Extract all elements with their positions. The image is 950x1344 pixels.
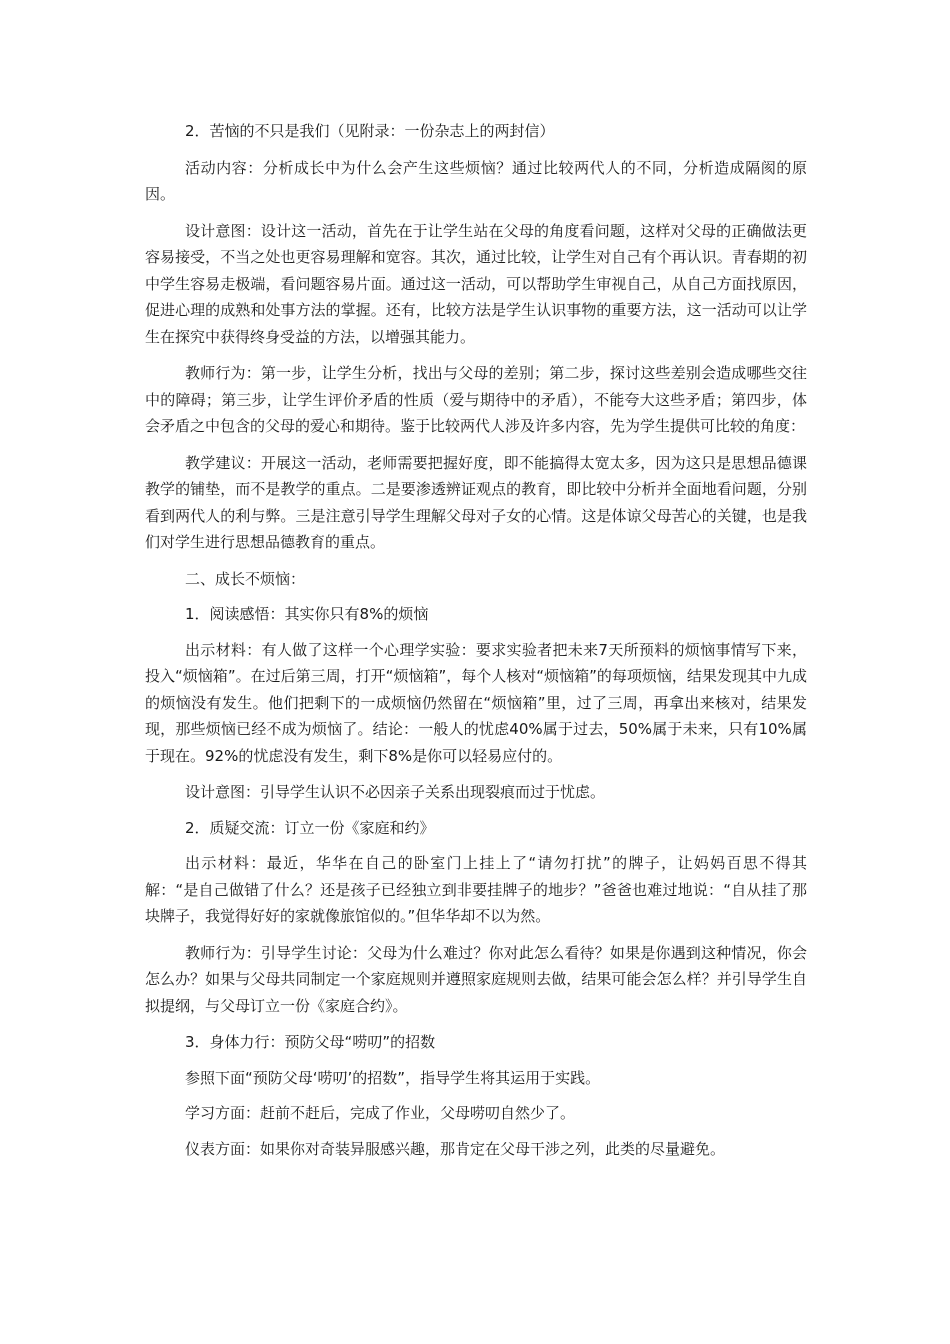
- appearance-tip-paragraph: 仪表方面：如果你对奇装异服感兴趣，那肯定在父母干涉之列，此类的尽量避免。: [185, 1139, 726, 1158]
- design-intent-paragraph-2: 设计意图：引导学生认识不必因亲子关系出现裂痕而过于忧虑。: [185, 783, 606, 801]
- reference-paragraph: 参照下面“预防父母‘唠叨’的招数”，指导学生将其运用于实践。: [185, 1068, 601, 1087]
- teacher-behavior-paragraph-2: 教师行为：引导学生讨论：父母为什么难过？你对此怎么看待？如果是你遇到这种情况，你会怎么办？如果与父母共同制定一个家庭规则并遵照家庭规则去做，结果可能会怎么样？并引导学生自拟提纲，与父母订立一份《家庭合约》。: [145, 943, 807, 1015]
- material-paragraph-experiment: 出示材料：有人做了这样一个心理学实验：要求实验者把未来7天所预料的烦恼事情写下来，投入“烦恼箱”。在过后第三周，打开“烦恼箱”，每个人核对“烦恼箱”的每项烦恼，结果发现其中九成的烦恼没有发生。他们把剩下的一成烦恼仍然留在“烦恼箱”里，过了三周，再拿出来核对，结果发现，那些烦恼已经不成为烦恼了。结论：一般人的忧虑40%属于过去，50%属于未来，只有10%属于现在。92%的忧虑没有发生，剩下8%是你可以轻易应付的。: [145, 640, 807, 765]
- subsection-heading-2: 2．质疑交流：订立一份《家庭和约》: [185, 818, 435, 837]
- document-page: [145, 118, 807, 1171]
- study-tip-paragraph: 学习方面：赶前不赶后，完成了作业，父母唠叨自然少了。: [185, 1104, 576, 1122]
- subsection-heading-1: 1．阅读感悟：其实你只有8%的烦恼: [185, 605, 429, 623]
- teaching-suggestion-paragraph: 教学建议：开展这一活动，老师需要把握好度，即不能搞得太宽太多，因为这只是思想品德课教学的铺垫，而不是教学的重点。二是要渗透辨证观点的教育，即比较中分析并全面地看问题，分别看到两代人的利与弊。三是注意引导学生理解父母对子女的心情。这是体谅父母苦心的关键，也是我们对学生进行思想品德教育的重点。: [145, 453, 807, 551]
- design-intent-paragraph: 设计意图：设计这一活动，首先在于让学生站在父母的角度看问题，这样对父母的正确做法更容易接受，不当之处也更容易理解和宽容。其次，通过比较，让学生对自己有个再认识。青春期的初中学生容易走极端，看问题容易片面。通过这一活动，可以帮助学生审视自己，从自己方面找原因，促进心理的成熟和处事方法的掌握。还有，比较方法是学生认识事物的重要方法，这一活动可以让学生在探究中获得终身受益的方法，以增强其能力。: [145, 221, 807, 346]
- subsection-heading-3: 3．身体力行：预防父母“唠叨”的招数: [185, 1033, 436, 1051]
- material-paragraph-huahua: 出示材料：最近，华华在自己的卧室门上挂上了“请勿打扰”的牌子，让妈妈百思不得其解：“是自己做错了什么？还是孩子已经独立到非要挂牌子的地步？”爸爸也难过地说：“自从挂了那块牌子，我觉得好好的家就像旅馆似的。”但华华却不以为然。: [145, 854, 807, 925]
- section-heading-2: 2．苦恼的不只是我们（见附录：一份杂志上的两封信）: [185, 122, 555, 140]
- activity-content-paragraph: 活动内容：分析成长中为什么会产生这些烦恼？通过比较两代人的不同，分析造成隔阂的原因。: [145, 158, 807, 203]
- teacher-behavior-paragraph: 教师行为：第一步，让学生分析，找出与父母的差别；第二步，探讨这些差别会造成哪些交往中的障碍；第三步，让学生评价矛盾的性质（爱与期待中的矛盾），不能夸大这些矛盾；第四步，体会矛盾之中包含的父母的爱心和期待。鉴于比较两代人涉及许多内容，先为学生提供可比较的角度：: [145, 364, 807, 435]
- section-heading-growth: 二、成长不烦恼：: [185, 569, 306, 588]
